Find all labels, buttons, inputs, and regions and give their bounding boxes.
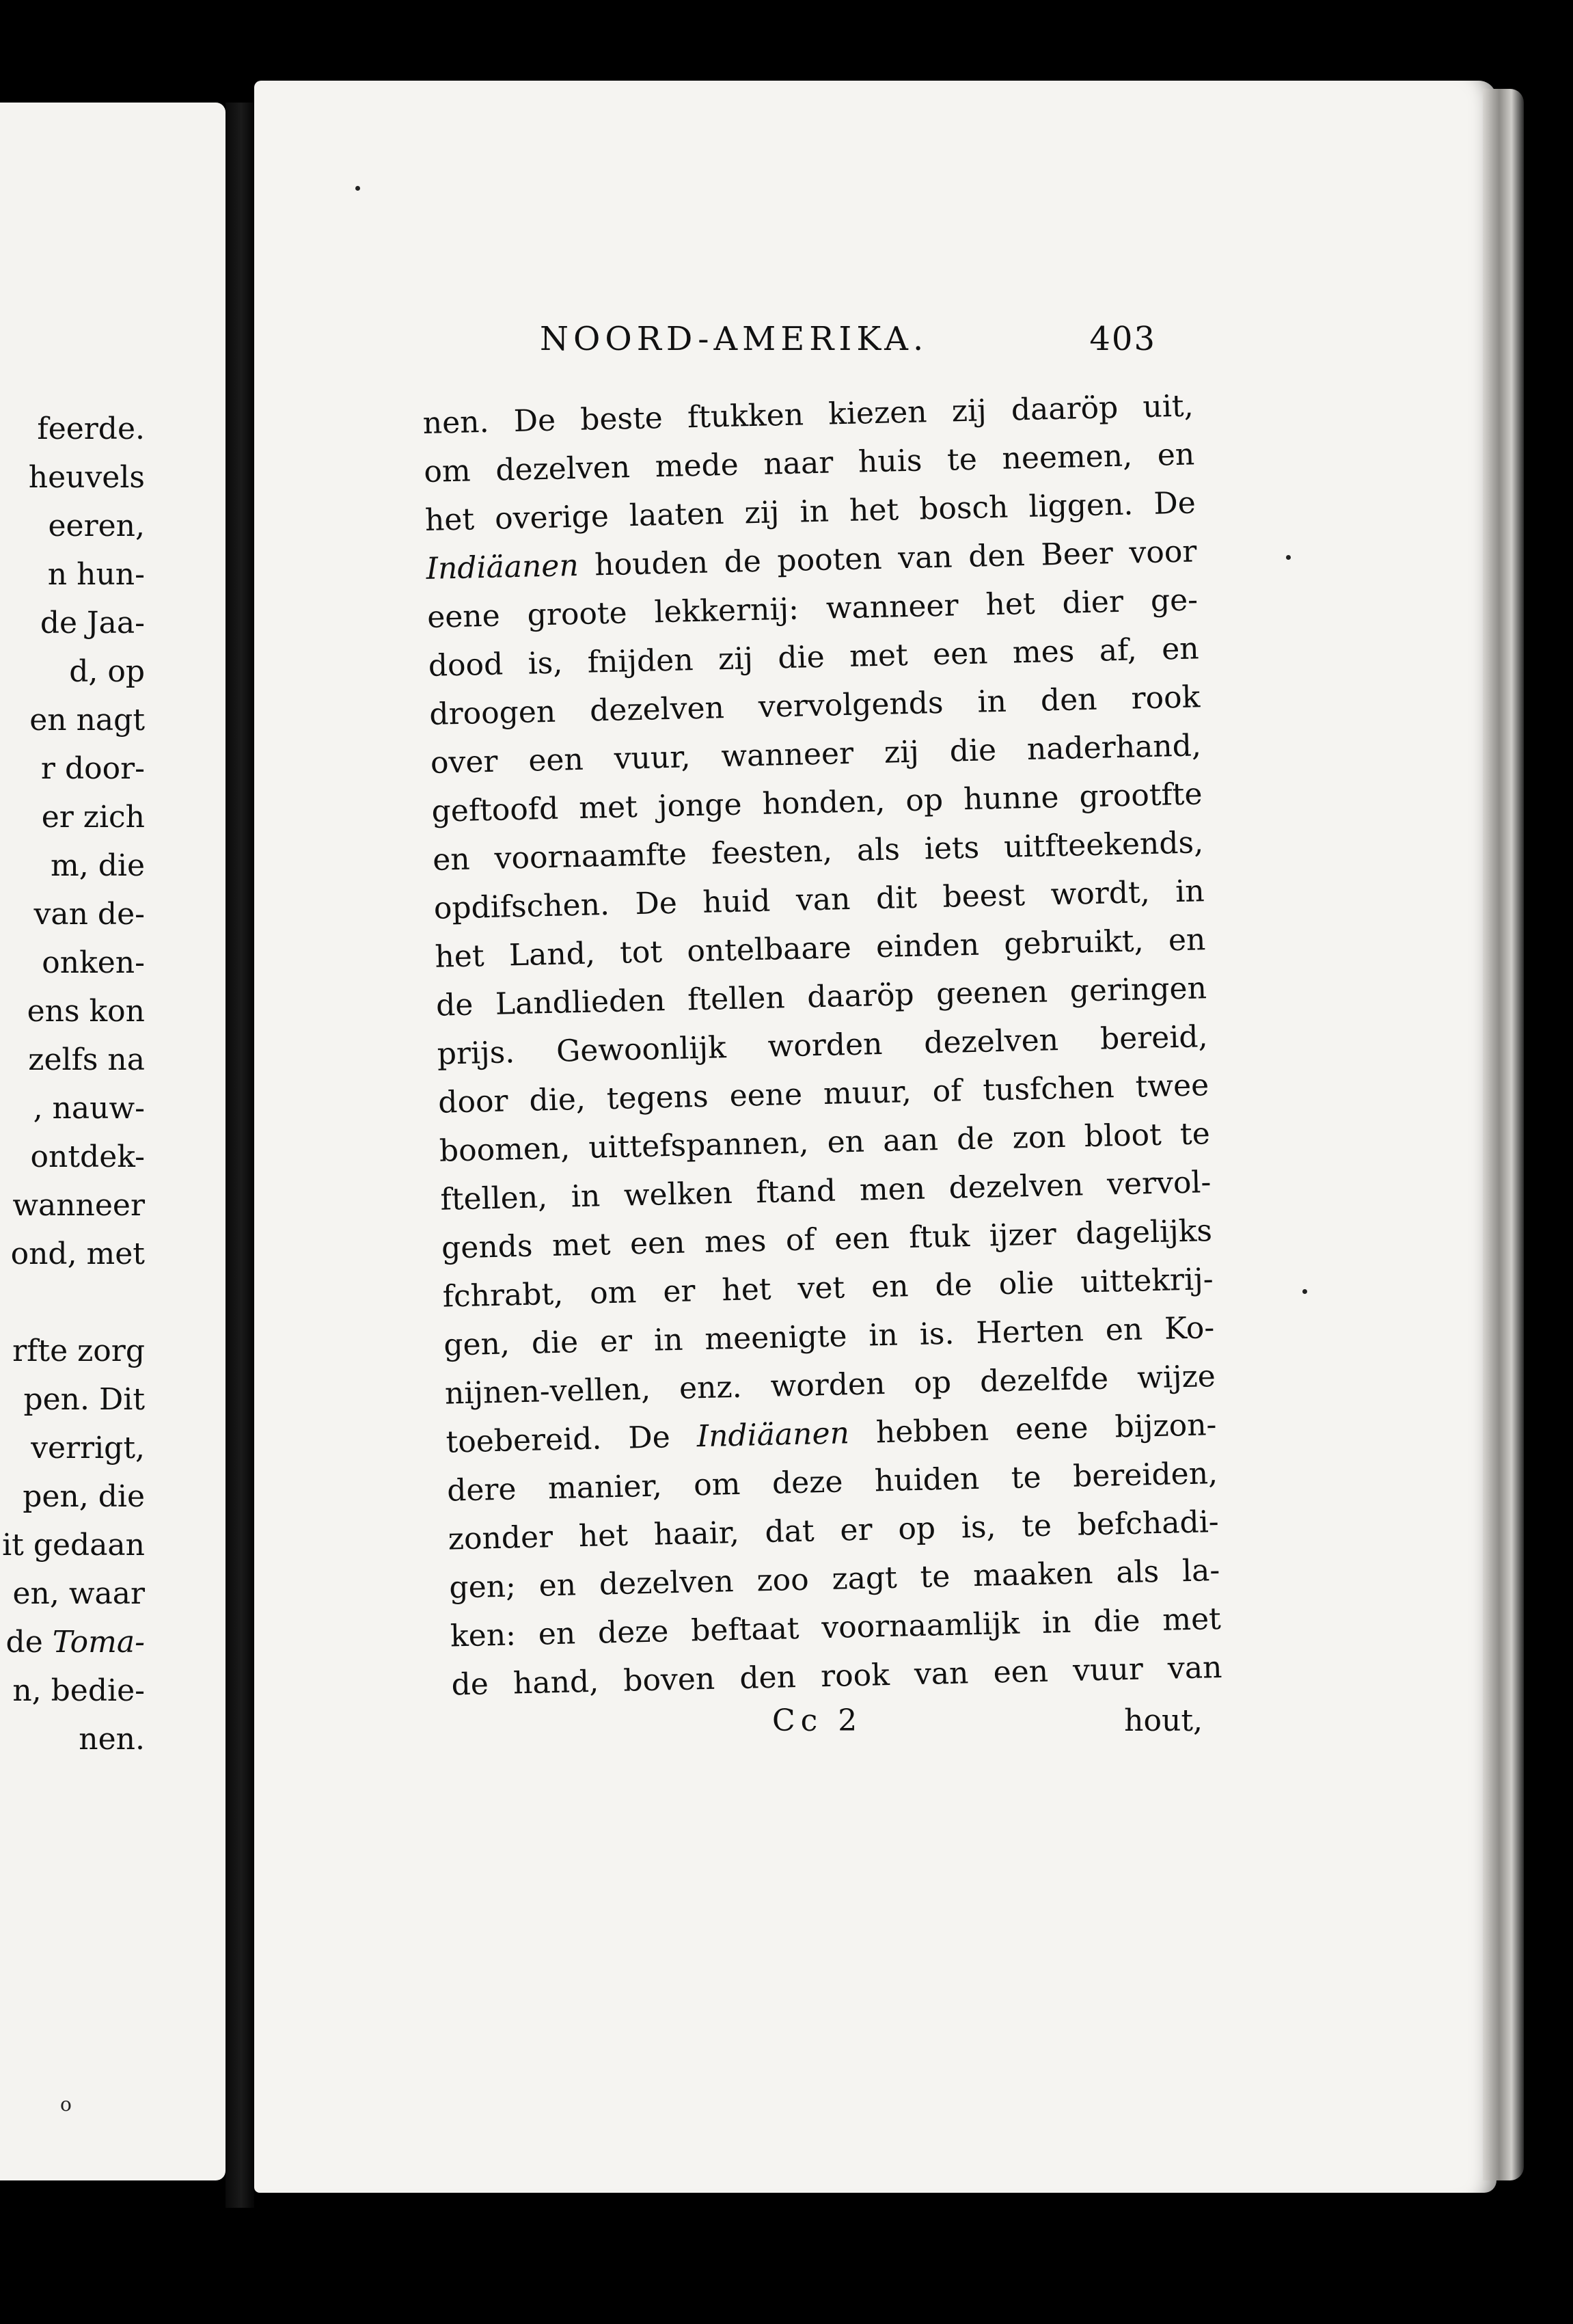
book-gutter — [225, 103, 254, 2208]
text-line: nen. De beste ftukken kiezen zij daaröp uit, — [422, 388, 1194, 441]
left-line: ens kon — [27, 994, 145, 1029]
paper-speck — [1286, 555, 1291, 560]
left-line: , nauw- — [33, 1091, 145, 1126]
text-segment: houden de pooten van den Beer voor — [578, 534, 1197, 583]
text-line: ftellen, in welken ftand men dezelven vervol- — [439, 1165, 1212, 1217]
text-line: dere manier, om deze huiden te bereiden, — [446, 1456, 1218, 1509]
text-line: de hand, boven den rook van een vuur van — [451, 1649, 1222, 1703]
text-line: het Land, tot ontelbaare einden gebruikt, en — [434, 922, 1206, 975]
paper-speck — [1302, 1289, 1307, 1294]
text-line: de Landlieden ftellen daaröp geenen geringen — [435, 971, 1207, 1023]
left-line: ontdek- — [30, 1139, 145, 1174]
left-line: it gedaan — [2, 1528, 145, 1563]
text-segment: hebben eene bijzon- — [849, 1407, 1217, 1451]
left-line: onken- — [42, 945, 145, 980]
text-line: over een vuur, wanneer zij die naderhand, — [430, 728, 1202, 781]
left-line: d, op — [69, 654, 145, 689]
text-line: opdifschen. De huid van dit beest wordt, in — [433, 874, 1205, 926]
text-line: gen; en dezelven zoo zagt te maaken als la- — [448, 1552, 1220, 1606]
paper-speck — [355, 186, 360, 191]
text-line: zonder het haair, dat er op is, te befchadi- — [448, 1504, 1220, 1557]
left-line: pen. Dit — [23, 1382, 145, 1417]
left-line — [0, 1618, 145, 1666]
left-line: en, waar — [12, 1576, 145, 1611]
text-line: ken: en deze beftaat voornaamlijk in die met — [450, 1601, 1222, 1654]
left-line: pen, die — [23, 1479, 145, 1514]
text-line: gends met een mes of een ftuk ijzer dagelijks — [441, 1213, 1213, 1266]
running-title: NOORD-AMERIKA. — [540, 320, 929, 358]
left-line: nen. — [79, 1722, 145, 1757]
left-line: van de- — [33, 897, 145, 932]
left-line: r door- — [40, 751, 145, 786]
left-line: n, bedie- — [12, 1673, 145, 1708]
text-line: gen, die er in meenigte in is. Herten en Ko- — [443, 1310, 1215, 1363]
page-footer — [451, 1703, 1203, 1751]
left-line: m, die — [51, 848, 145, 883]
text-line: dood is, fnijden zij die met een mes af, en — [428, 631, 1200, 684]
text-line: droogen dezelven vervolgends in den rook — [428, 679, 1201, 732]
text-line: door die, tegens eene muur, of tusfchen twee — [437, 1068, 1209, 1120]
running-header — [540, 320, 1156, 368]
text-line: boomen, uittefspannen, en aan de zon bloot te — [439, 1116, 1211, 1169]
left-line: er zich — [41, 800, 145, 835]
text-line: geftoofd met jonge honden, op hunne grootfte — [431, 776, 1203, 829]
left-line: zelfs na — [28, 1042, 145, 1077]
left-line: en nagt — [29, 703, 145, 738]
text-line: prijs. Gewoonlijk worden dezelven bereid, — [437, 1019, 1209, 1072]
left-line-blank — [0, 1278, 145, 1327]
left-line: heuvels — [28, 460, 145, 495]
left-line: wanneer — [12, 1188, 145, 1223]
left-line-text: de — [5, 1625, 53, 1660]
text-line: fchrabt, om er het vet en de olie uittekrij- — [442, 1262, 1214, 1314]
page-edge — [1483, 89, 1524, 2180]
page-number: 403 — [1089, 320, 1156, 358]
text-line: het overige laaten zij in het bosch liggen. De — [424, 485, 1196, 538]
text-line: en voornaamfte feesten, als iets uitfteekends, — [432, 825, 1204, 878]
page-body — [422, 381, 1222, 1709]
left-page-ornament: o — [60, 2093, 72, 2116]
signature-mark: Cc 2 — [772, 1703, 863, 1738]
italic-word: Indiäanen — [696, 1416, 850, 1455]
italic-word: Indiäanen — [426, 548, 579, 586]
text-line: eene groote lekkernij: wanneer het dier ge- — [426, 582, 1199, 635]
left-line: de Jaa- — [40, 606, 145, 640]
left-line: ond, met — [10, 1237, 145, 1271]
left-line: verrigt, — [31, 1431, 145, 1465]
left-line: feerde. — [37, 411, 145, 446]
left-line: rfte zorg — [12, 1334, 145, 1368]
left-line: n hun- — [47, 557, 145, 592]
left-page-text — [0, 405, 145, 1764]
left-line-italic: Toma- — [52, 1625, 145, 1660]
text-line: om dezelven mede naar huis te neemen, en — [423, 437, 1195, 489]
left-line: eeren, — [48, 509, 145, 543]
text-segment: toebereid. De — [446, 1419, 698, 1460]
catchword: hout, — [1124, 1703, 1203, 1738]
text-line: nijnen-vellen, enz. worden op dezelfde wijze — [444, 1359, 1216, 1411]
